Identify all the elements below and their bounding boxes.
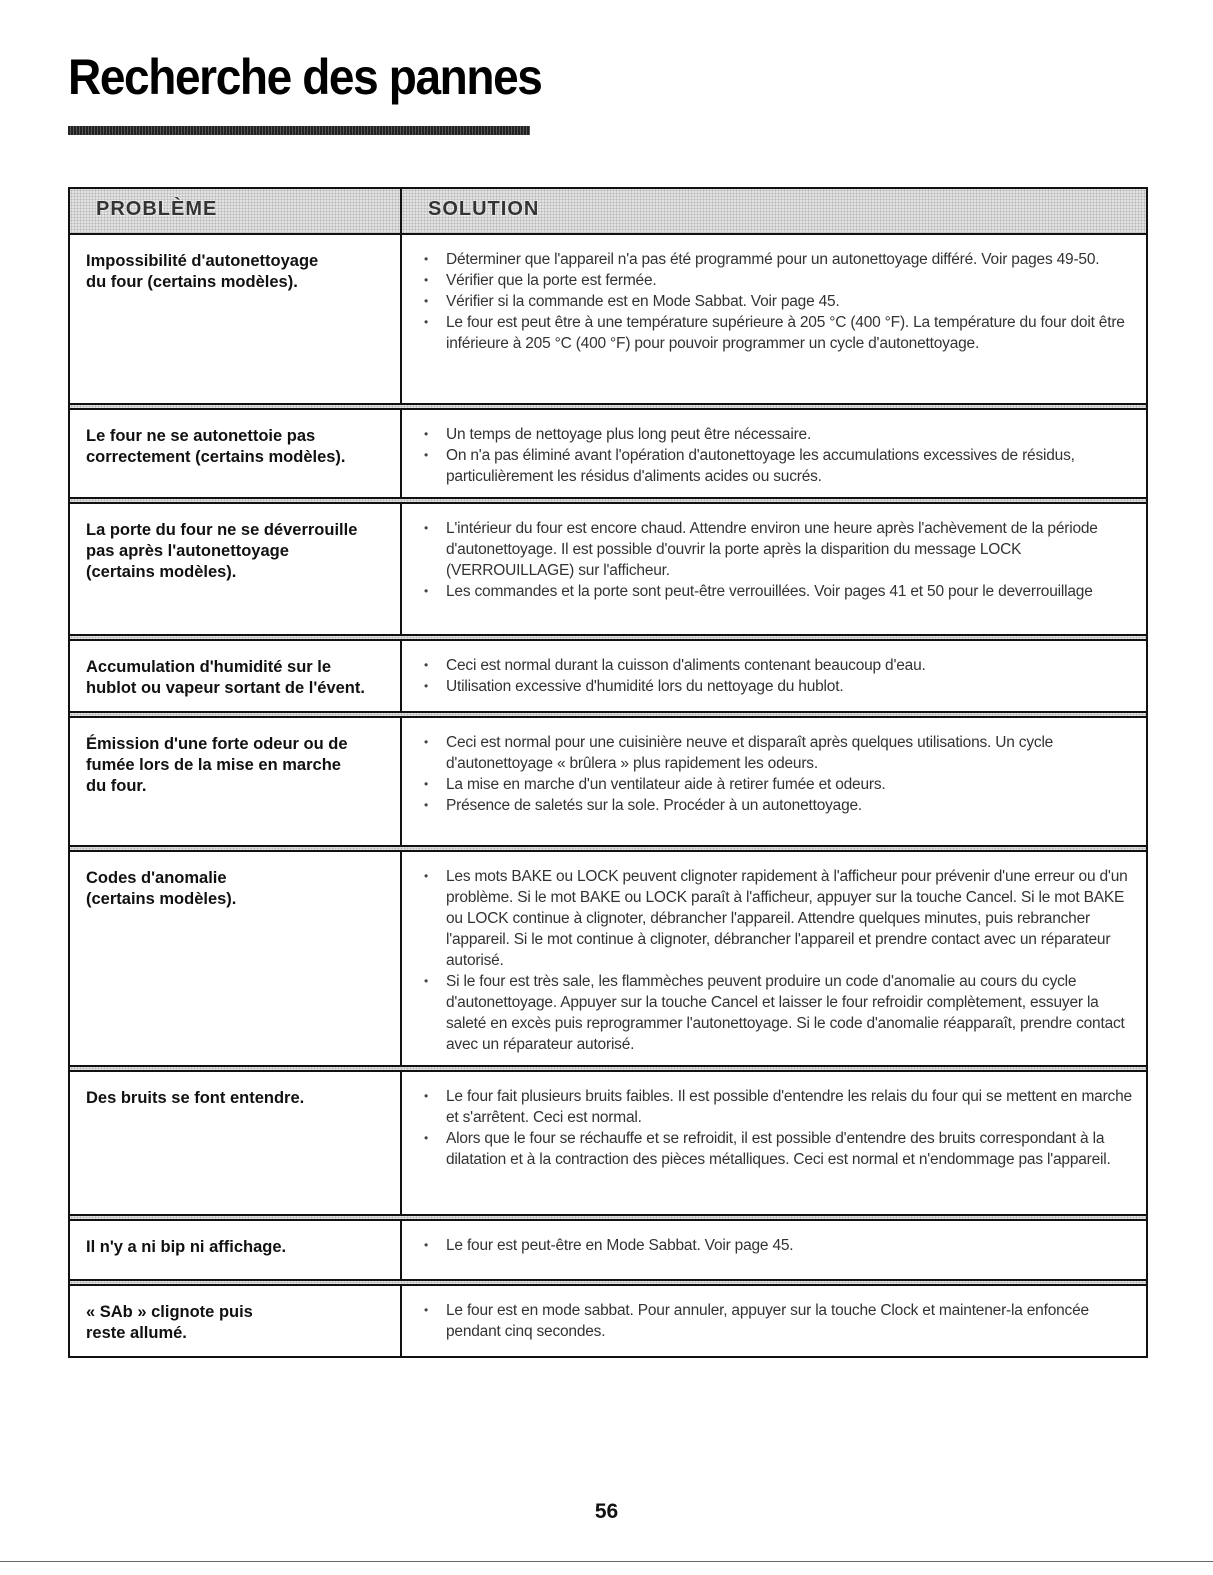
table-row bbox=[69, 851, 1147, 1066]
table-header-row bbox=[69, 188, 1147, 234]
bottom-rule bbox=[0, 1561, 1213, 1562]
solution-cell bbox=[401, 1285, 1147, 1357]
solution-cell bbox=[401, 409, 1147, 498]
problem-cell bbox=[69, 1220, 401, 1280]
solution-cell bbox=[401, 640, 1147, 712]
problem-column-header bbox=[69, 188, 401, 234]
problem-cell bbox=[69, 1285, 401, 1357]
problem-text: Codes d'anomalie (certains modèles). bbox=[86, 869, 237, 908]
solution-item: • Ceci est normal pour une cuisinière neuve et disparaît après quelques utilisations. Un cycle d'autonettoyage « brûlera » plus rapidement les odeurs. bbox=[424, 732, 1134, 774]
solution-item: • Déterminer que l'appareil n'a pas été programmé pour un autonettoyage différé. Voir pages 49-50. bbox=[424, 249, 1134, 270]
table-row bbox=[69, 234, 1147, 404]
solution-item: • Vérifier que la porte est fermée. bbox=[424, 270, 1134, 291]
solution-header-label: SOLUTION bbox=[428, 198, 540, 220]
solution-item: • Ceci est normal durant la cuisson d'aliments contenant beaucoup d'eau. bbox=[424, 655, 1134, 676]
solution-item: • Le four fait plusieurs bruits faibles. Il est possible d'entendre les relais du four qui se mettent en marche et s'arrêtent. Ceci est normal. bbox=[424, 1086, 1134, 1128]
problem-text: La porte du four ne se déverrouille pas après l'autonettoyage (certains modèles). bbox=[86, 521, 358, 581]
title-underline bbox=[68, 126, 530, 135]
problem-text: « SAb » clignote puis reste allumé. bbox=[86, 1303, 253, 1342]
solution-cell bbox=[401, 503, 1147, 635]
solution-item: • Le four est peut-être en Mode Sabbat. Voir page 45. bbox=[424, 1235, 1134, 1256]
solution-item: • Utilisation excessive d'humidité lors du nettoyage du hublot. bbox=[424, 676, 1134, 697]
troubleshooting-table bbox=[68, 187, 1148, 1358]
table-body bbox=[69, 234, 1147, 1357]
solution-item: • Les commandes et la porte sont peut-être verrouillées. Voir pages 41 et 50 pour le deverrouillage bbox=[424, 581, 1134, 602]
problem-cell bbox=[69, 409, 401, 498]
solution-cell bbox=[401, 1220, 1147, 1280]
solution-item: • Présence de saletés sur la sole. Procéder à un autonettoyage. bbox=[424, 795, 1134, 816]
solution-cell bbox=[401, 1071, 1147, 1215]
problem-text: Le four ne se autonettoie pas correctement (certains modèles). bbox=[86, 427, 346, 466]
table-row bbox=[69, 640, 1147, 712]
problem-text: Accumulation d'humidité sur le hublot ou vapeur sortant de l'évent. bbox=[86, 658, 365, 697]
solution-list bbox=[424, 424, 1134, 487]
solution-item: • Vérifier si la commande est en Mode Sabbat. Voir page 45. bbox=[424, 291, 1134, 312]
problem-text: Impossibilité d'autonettoyage du four (certains modèles). bbox=[86, 252, 319, 291]
solution-cell bbox=[401, 851, 1147, 1066]
page-title: Recherche des pannes bbox=[68, 49, 542, 105]
problem-text: Émission d'une forte odeur ou de fumée lors de la mise en marche du four. bbox=[86, 735, 348, 795]
table-row bbox=[69, 717, 1147, 846]
solution-item: • Les mots BAKE ou LOCK peuvent clignoter rapidement à l'afficheur pour prévenir d'une erreur ou d'un problème. Si le mot BAKE ou LOCK paraît à l'afficheur, appuyer sur la touche Cancel. Si le mot BAKE ou LOCK continue à clignoter, débrancher l'appareil. Attendre quelques minutes, puis rebrancher l'appareil. Si le mot continue à clignoter, débrancher l'appareil et prendre contact avec un réparateur autorisé. bbox=[424, 866, 1134, 971]
table-row bbox=[69, 1071, 1147, 1215]
table-row bbox=[69, 1285, 1147, 1357]
solution-item: • Le four est peut être à une température supérieure à 205 °C (400 °F). La température du four doit être inférieure à 205 °C (400 °F) pour pouvoir programmer un cycle d'autonettoyage. bbox=[424, 312, 1134, 354]
page-number: 56 bbox=[594, 1500, 619, 1523]
solution-item: • Si le four est très sale, les flammèches peuvent produire un code d'anomalie au cours du cycle d'autonettoyage. Appuyer sur la touche Cancel et laisser le four refroidir complètement, essuyer la saleté en excès puis reprogrammer l'autonettoyage. Si le code d'anomalie réapparaît, prendre contact avec un réparateur autorisé. bbox=[424, 971, 1134, 1055]
solution-item: • La mise en marche d'un ventilateur aide à retirer fumée et odeurs. bbox=[424, 774, 1134, 795]
problem-cell bbox=[69, 1071, 401, 1215]
solution-item: • L'intérieur du four est encore chaud. Attendre environ une heure après l'achèvement de la période d'autonettoyage. Il est possible d'ouvrir la porte après la disparition du message LOCK (VERROUILLAGE) sur l'afficheur. bbox=[424, 518, 1134, 581]
table-row bbox=[69, 409, 1147, 498]
solution-cell bbox=[401, 234, 1147, 404]
solution-list bbox=[424, 518, 1134, 602]
solution-cell bbox=[401, 717, 1147, 846]
solution-list bbox=[424, 1300, 1134, 1342]
problem-text: Des bruits se font entendre. bbox=[86, 1089, 305, 1107]
solution-list bbox=[424, 732, 1134, 816]
solution-item: • Alors que le four se réchauffe et se refroidit, il est possible d'entendre des bruits correspondant à la dilatation et à la contraction des pièces métalliques. Ceci est normal et n'endommage pas l'appareil. bbox=[424, 1128, 1134, 1170]
problem-cell bbox=[69, 640, 401, 712]
problem-cell bbox=[69, 717, 401, 846]
problem-cell bbox=[69, 234, 401, 404]
solution-list bbox=[424, 655, 1134, 697]
table-row bbox=[69, 1220, 1147, 1280]
problem-header-label: PROBLÈME bbox=[96, 198, 218, 220]
solution-item: • Le four est en mode sabbat. Pour annuler, appuyer sur la touche Clock et maintener-la enfoncée pendant cinq secondes. bbox=[424, 1300, 1134, 1342]
solution-list bbox=[424, 1235, 1134, 1256]
solution-item: • On n'a pas éliminé avant l'opération d'autonettoyage les accumulations excessives de résidus, particulièrement les résidus d'aliments acides ou sucrés. bbox=[424, 445, 1134, 487]
table-row bbox=[69, 503, 1147, 635]
problem-text: Il n'y a ni bip ni affichage. bbox=[86, 1238, 287, 1256]
problem-cell bbox=[69, 851, 401, 1066]
solution-list bbox=[424, 249, 1134, 354]
solution-item: • Un temps de nettoyage plus long peut être nécessaire. bbox=[424, 424, 1134, 445]
problem-cell bbox=[69, 503, 401, 635]
solution-list bbox=[424, 866, 1134, 1055]
solution-column-header bbox=[401, 188, 1147, 234]
solution-list bbox=[424, 1086, 1134, 1170]
